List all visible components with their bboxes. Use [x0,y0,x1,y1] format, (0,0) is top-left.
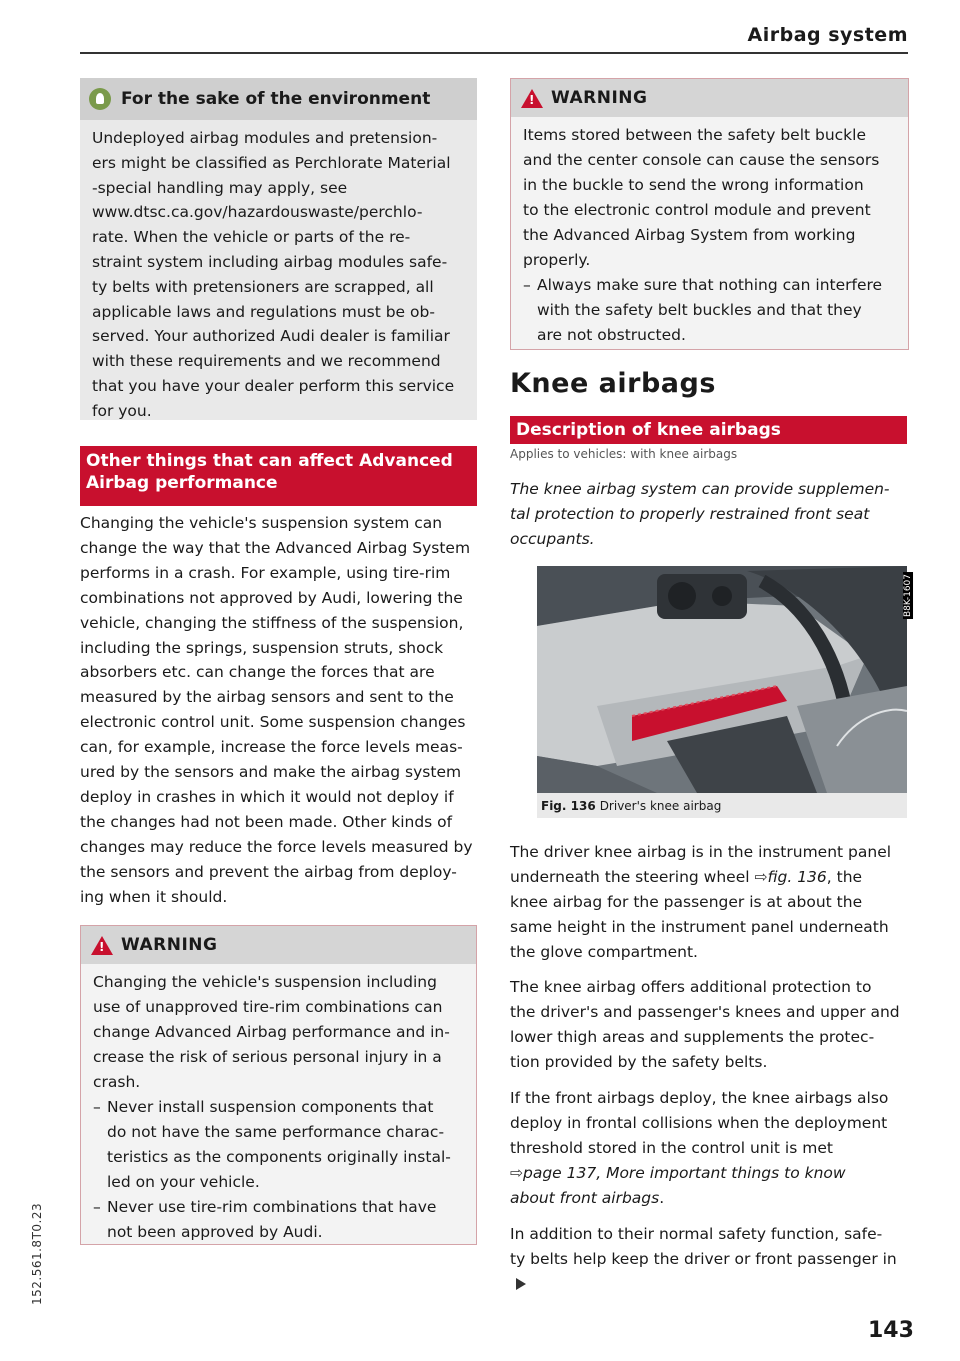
figure-caption-text: Driver's knee airbag [599,799,722,813]
text-line: deploy in frontal collisions when the deployment [510,1113,888,1132]
environment-note [80,78,477,420]
text-line: to the electronic control module and prevent [523,201,871,219]
text-line: If the front airbags deploy, the knee airbags also [510,1089,889,1107]
text-line: about front airbags. [510,1188,665,1207]
seatbelt-paragraph [510,1222,910,1297]
warning-title: WARNING [551,88,648,108]
warning-bullet: – Never install suspension components that do not have the same performance charac- teristics as the components originally instal- led on your vehicle. [93,1095,464,1195]
text-line: The knee airbag offers additional protection to [510,978,872,996]
text-line: Never use tire-rim combinations that have [107,1198,437,1216]
text-line: The knee airbag system can provide supplemen- [510,480,890,498]
text-line: combinations not approved by Audi, lowering the [80,588,463,607]
text-line: crease the risk of serious personal injury in a [93,1048,442,1066]
figure-label: Fig. 136 [541,799,596,813]
section-heading-knee-description: Description of knee airbags [510,416,907,444]
text-line: Never install suspension components that [107,1098,434,1116]
suspension-paragraph [80,511,480,910]
figure-code: B8K-1607 [903,574,913,618]
text-line: the sensors and prevent the airbag from deploy- [80,862,457,881]
text-line: teristics as the components originally instal- [107,1148,451,1166]
text-line: straint system including airbag modules safe- [92,252,448,271]
text-line: changes may reduce the force levels measured by [80,837,473,856]
text-line: knee airbag for the passenger is at about the [510,892,863,911]
warning-bullet: – Never use tire-rim combinations that have not been approved by Audi. [93,1195,464,1245]
text-line: lower thigh areas and supplements the protec- [510,1027,875,1046]
page-number: 143 [868,1318,914,1343]
knee-airbags-title: Knee airbags [510,368,716,399]
text-line: ty belts with pretensioners are scrapped, all [92,277,434,296]
environment-note-title: For the sake of the environment [121,89,431,109]
warning-body [511,117,908,348]
warning-suspension [80,925,477,1245]
text-line: in the buckle to send the wrong information [523,176,864,194]
applies-to-note: Applies to vehicles: with knee airbags [510,447,738,461]
text-line: underneath the steering wheel ⇨fig. 136, the [510,867,863,886]
figure-knee-airbag [537,566,913,818]
text-line: Undeployed airbag modules and pretension- [92,129,438,147]
text-line: the changes had not been made. Other kinds of [80,812,453,831]
text-line: absorbers etc. can change the forces that are [80,663,435,682]
text-line: use of unapproved tire-rim combinations can [93,998,443,1016]
text-line: rate. When the vehicle or parts of the re- [92,228,411,247]
text-line: served. Your authorized Audi dealer is familiar [92,327,450,346]
text-line: In addition to their normal safety function, safe- [510,1225,883,1243]
text-line: that you have your dealer perform this service [92,376,455,395]
page-reference-link-cont[interactable]: about front airbags [510,1188,660,1207]
section-heading-advanced-airbag [80,446,477,506]
text-line: measured by the airbag sensors and sent to the [80,688,454,707]
text-line: electronic control unit. Some suspension changes [80,713,466,732]
warning-title: WARNING [121,935,218,955]
environment-leaf-icon [89,88,111,110]
text-line: Changing the vehicle's suspension system can [80,514,443,532]
page-reference-link[interactable]: page 137, More important things to know [523,1163,846,1182]
knee-location-paragraph [510,840,910,965]
text-line: Changing the vehicle's suspension including [93,973,437,991]
environment-note-header [80,78,477,120]
warning-header [81,926,476,964]
text-line: ers might be classified as Perchlorate Material [92,153,451,172]
text-line: tal protection to properly restrained front seat [510,504,870,523]
text-line: threshold stored in the control unit is met [510,1138,833,1157]
text-line: performs in a crash. For example, using tire-rim [80,563,451,582]
text-line: properly. [523,251,591,269]
text-line: change the way that the Advanced Airbag System [80,538,471,557]
reference-arrow-icon: ⇨ [510,1163,523,1182]
warning-header [511,79,908,117]
warning-triangle-icon [521,89,543,108]
text-line: ing when it should. [80,887,228,906]
knee-deploy-paragraph [510,1086,910,1211]
text-line [510,1161,910,1186]
text-line: for you. [92,401,152,420]
section-heading-line: Other things that can affect Advanced [86,451,453,471]
text-line: deploy in crashes in which it would not deploy if [80,787,454,806]
text-line: occupants. [510,529,595,548]
text-line: Always make sure that nothing can interfere [537,276,883,294]
text-line: the glove compartment. [510,942,698,961]
text-line: crash. [93,1073,141,1091]
continue-arrow-icon [516,1278,526,1290]
text-line: -special handling may apply, see [92,178,348,197]
text-line: with these requirements and we recommend [92,352,441,371]
text-line: can, for example, increase the force levels meas- [80,738,463,757]
text-line: the driver's and passenger's knees and upper and [510,1002,900,1021]
reference-arrow-icon: ⇨ [754,867,768,886]
text-line: including the springs, suspension struts, shock [80,638,444,657]
text-line: The driver knee airbag is in the instrument panel [510,843,892,861]
knee-protection-paragraph [510,975,910,1075]
text-line: the Advanced Airbag System from working [523,226,856,244]
header-rule [80,52,908,54]
text-line: not been approved by Audi. [107,1223,323,1241]
environment-note-body [80,120,477,424]
text-line: same height in the instrument panel underneath [510,917,889,936]
text-line: www.dtsc.ca.gov/hazardouswaste/perchlo- [92,203,423,222]
warning-body [81,964,476,1245]
text-line: ured by the sensors and make the airbag system [80,763,462,782]
knee-intro [510,477,907,551]
page-header-title: Airbag system [747,24,908,46]
text-line: tion provided by the safety belts. [510,1052,768,1071]
text-line: with the safety belt buckles and that they [537,301,862,319]
text-line: vehicle, changing the stiffness of the suspension, [80,613,464,632]
text-line: are not obstructed. [537,326,686,344]
warning-triangle-icon [91,936,113,955]
knee-airbag-illustration [537,566,913,793]
text-line: Items stored between the safety belt buckle [523,126,867,144]
text-line: change Advanced Airbag performance and in- [93,1023,450,1041]
section-heading-line: Airbag performance [86,473,278,493]
figure-reference-link[interactable]: fig. 136 [767,867,827,886]
text-line: and the center console can cause the sensors [523,151,880,169]
figure-caption [541,799,721,813]
warning-buckle [510,78,909,350]
text-line: ty belts help keep the driver or front passenger in [510,1247,910,1297]
text-line: led on your vehicle. [107,1173,260,1191]
text-line: applicable laws and regulations must be ob- [92,302,435,321]
text-line: do not have the same performance charac- [107,1123,445,1141]
side-document-code: 152.561.8T0.23 [30,1202,44,1305]
warning-bullet: – Always make sure that nothing can interfere with the safety belt buckles and that they are not obstructed. [523,273,896,348]
